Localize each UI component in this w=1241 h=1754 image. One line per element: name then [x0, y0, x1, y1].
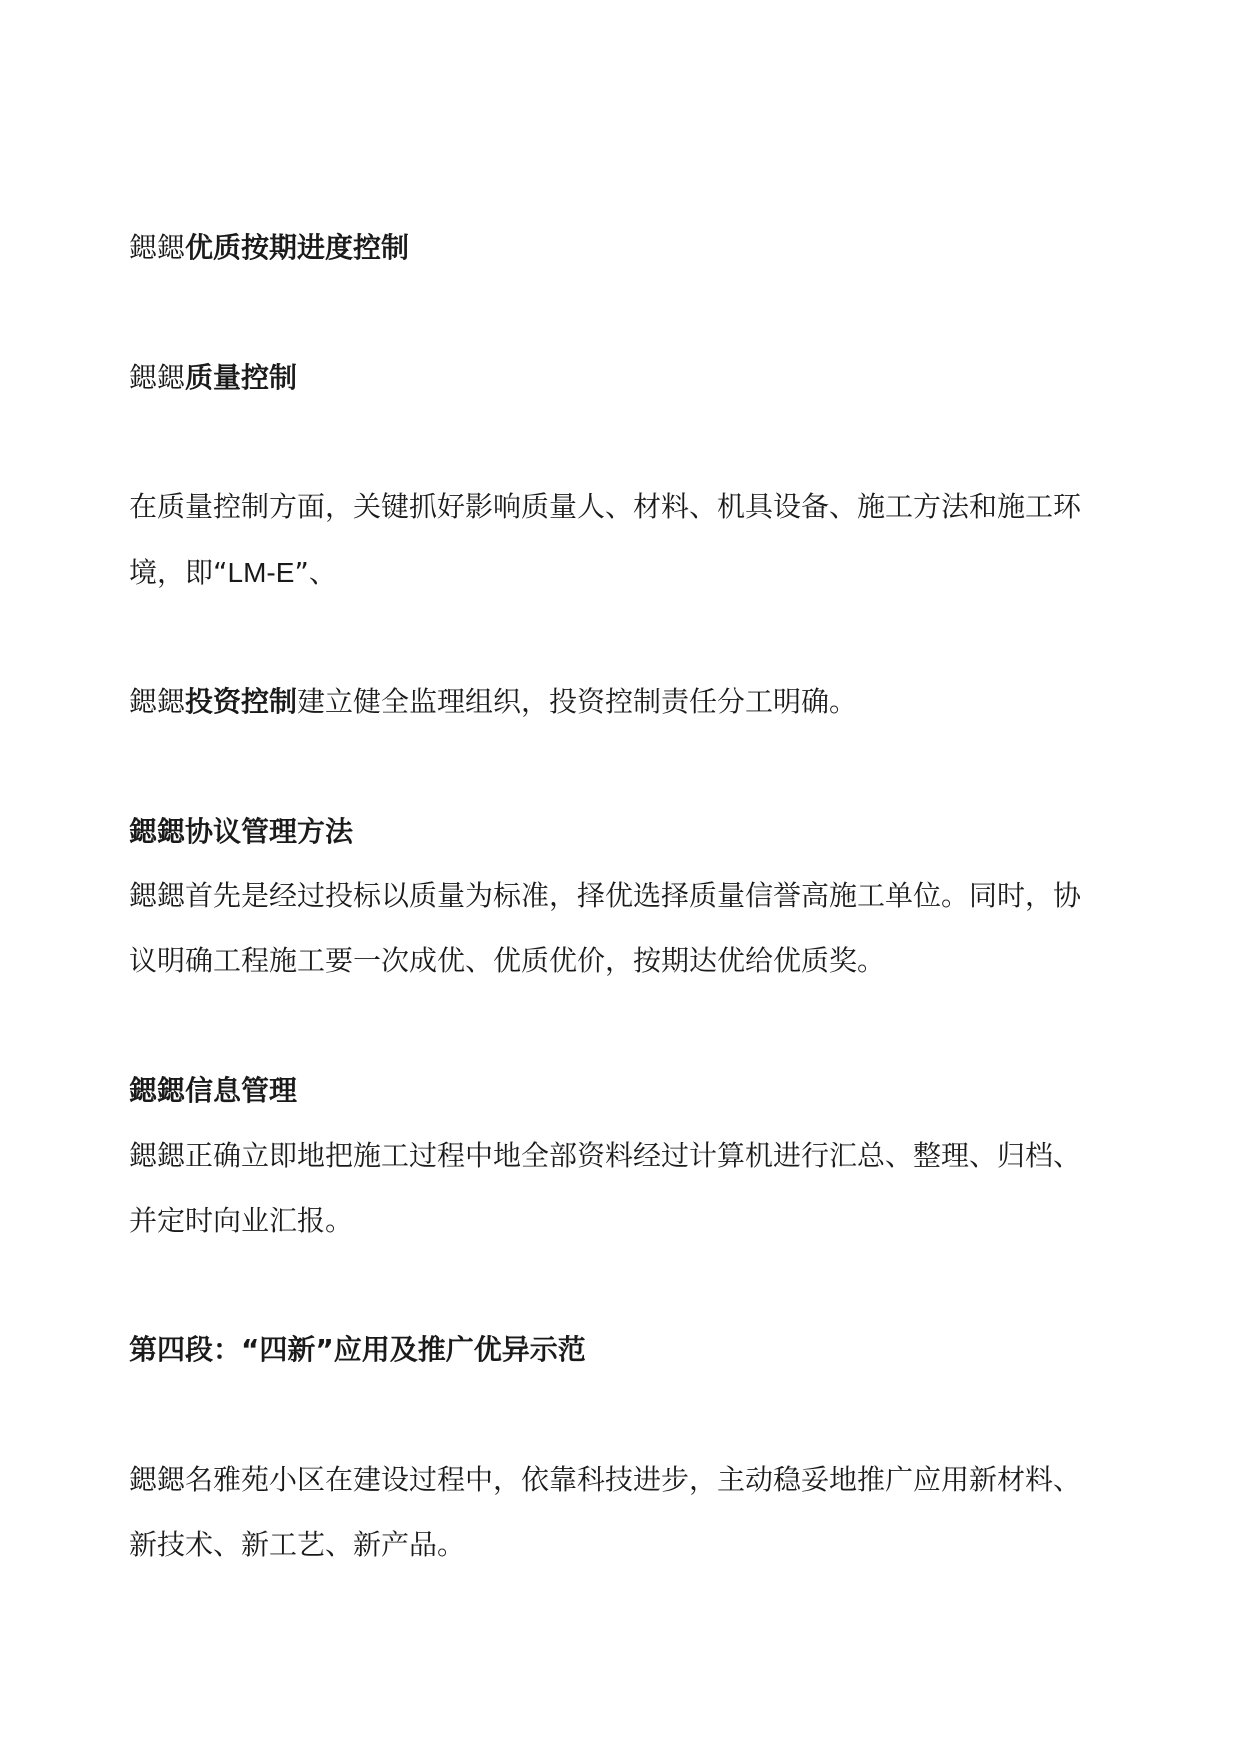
paragraph-investment-control: [129, 684, 857, 720]
heading-information-management: 鍶鍶信息管理: [129, 1074, 298, 1107]
paragraph-agreement-line-2: 议明确工程施工要一次成优、优质优价，按期达优给优质奖。: [129, 944, 886, 977]
lme-code: LM-E: [227, 557, 295, 588]
investment-control-label: 投资控制: [185, 685, 298, 718]
paragraph-agreement-line-1: 鍶鍶首先是经过投标以质量为标准，择优选择质量信誉高施工单位。同时，协: [129, 879, 1082, 912]
paragraph-text: ”、: [294, 556, 337, 589]
paragraph-quality-line-2: [129, 555, 337, 591]
heading-text: 质量控制: [185, 361, 298, 394]
paragraph-quality-line-1: 在质量控制方面，关键抓好影响质量人、材料、机具设备、施工方法和施工环: [129, 490, 1082, 523]
heading-text: 优质按期进度控制: [185, 231, 410, 264]
paragraph-info-line-2: 并定时向业汇报。: [129, 1204, 354, 1237]
paragraph-info-line-1: 鍶鍶正确立即地把施工过程中地全部资料经过计算机进行汇总、整理、归档、: [129, 1139, 1082, 1172]
paragraph-prefix: 鍶鍶: [129, 685, 186, 718]
heading-four-new-application: 第四段：“四新”应用及推广优异示范: [129, 1333, 586, 1366]
heading-agreement-management: 鍶鍶协议管理方法: [129, 815, 354, 848]
paragraph-four-new-line-2: 新技术、新工艺、新产品。: [129, 1528, 466, 1561]
paragraph-text: 境，即“: [129, 556, 228, 589]
heading-prefix: 鍶鍶: [129, 361, 186, 394]
heading-quality-schedule-control: [129, 230, 409, 266]
paragraph-text: 建立健全监理组织，投资控制责任分工明确。: [297, 685, 858, 718]
heading-prefix: 鍶鍶: [129, 231, 186, 264]
heading-quality-control: [129, 360, 297, 396]
paragraph-four-new-line-1: 鍶鍶名雅苑小区在建设过程中，依靠科技进步，主动稳妥地推广应用新材料、: [129, 1463, 1082, 1496]
